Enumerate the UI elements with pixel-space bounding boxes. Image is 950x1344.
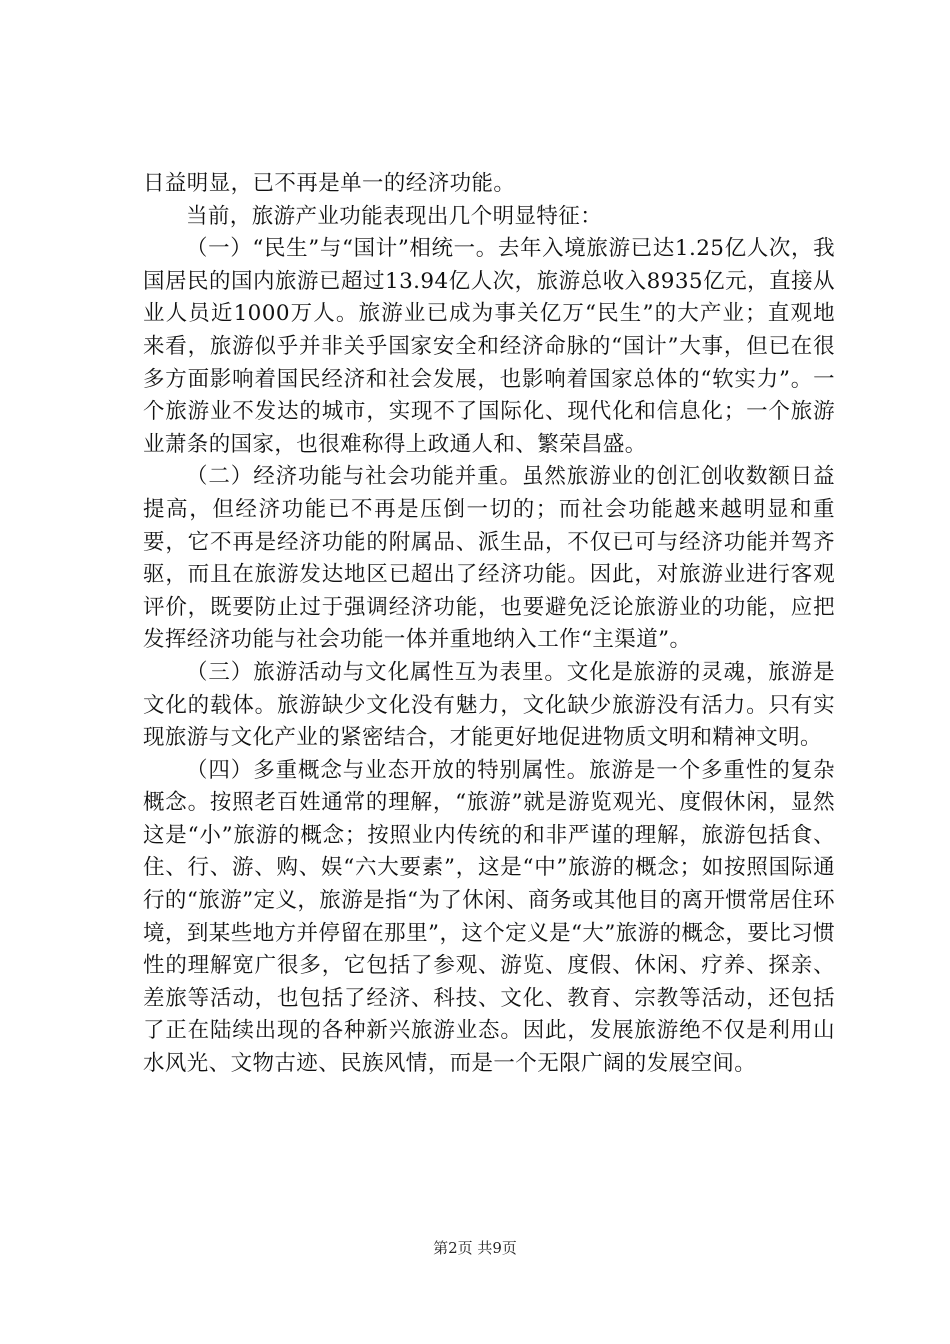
paragraph-continuation: 日益明显，已不再是单一的经济功能。: [143, 171, 516, 196]
page-number-footer: 第2页 共9页: [433, 1239, 517, 1257]
document-body: [143, 168, 835, 1081]
paragraph-point-1: （一）“民生”与“国计”相统一。去年入境旅游已达1.25亿人次，我国居民的国内旅游已超过13.94亿人次，旅游总收入8935亿元，直接从业人员近1000万人。旅游业已成为事关亿万“民生”的大产业；直观地来看，旅游似乎并非关乎国家安全和经济命脉的“国计”大事，但已在很多方面影响着国民经济和社会发展，也影响着国家总体的“软实力”。一个旅游业不发达的城市，实现不了国际化、现代化和信息化；一个旅游业萧条的国家，也很难称得上政通人和、繁荣昌盛。: [143, 236, 835, 457]
paragraph-point-4: （四）多重概念与业态开放的特别属性。旅游是一个多重性的复杂概念。按照老百姓通常的理解，“旅游”就是游览观光、度假休闲，显然这是“小”旅游的概念；按照业内传统的和非严谨的理解，旅游包括食、住、行、游、购、娱“六大要素”，这是“中”旅游的概念；如按照国际通行的“旅游”定义，旅游是指“为了休闲、商务或其他目的离开惯常居住环境，到某些地方并停留在那里”，这个定义是“大”旅游的概念，要比习惯性的理解宽广很多，它包括了参观、游览、度假、休闲、疗养、探亲、差旅等活动，也包括了经济、科技、文化、教育、宗教等活动，还包括了正在陆续出现的各种新兴旅游业态。因此，发展旅游绝不仅是利用山水风光、文物古迹、民族风情，而是一个无限广阔的发展空间。: [143, 757, 835, 1077]
paragraph-intro: 当前，旅游产业功能表现出几个明显特征：: [186, 203, 603, 229]
paragraph-point-2: （二）经济功能与社会功能并重。虽然旅游业的创汇创收数额日益提高，但经济功能已不再是压倒一切的；而社会功能越来越明显和重要，它不再是经济功能的附属品、派生品，不仅已可与经济功能并驾齐驱，而且在旅游发达地区已超出了经济功能。因此，对旅游业进行客观评价，既要防止过于强调经济功能，也要避免泛论旅游业的功能，应把发挥经济功能与社会功能一体并重地纳入工作“主渠道”。: [143, 464, 835, 653]
paragraph-point-3: （三）旅游活动与文化属性互为表里。文化是旅游的灵魂，旅游是文化的载体。旅游缺少文化没有魅力，文化缺少旅游没有活力。只有实现旅游与文化产业的紧密结合，才能更好地促进物质文明和精神文明。: [143, 659, 835, 751]
